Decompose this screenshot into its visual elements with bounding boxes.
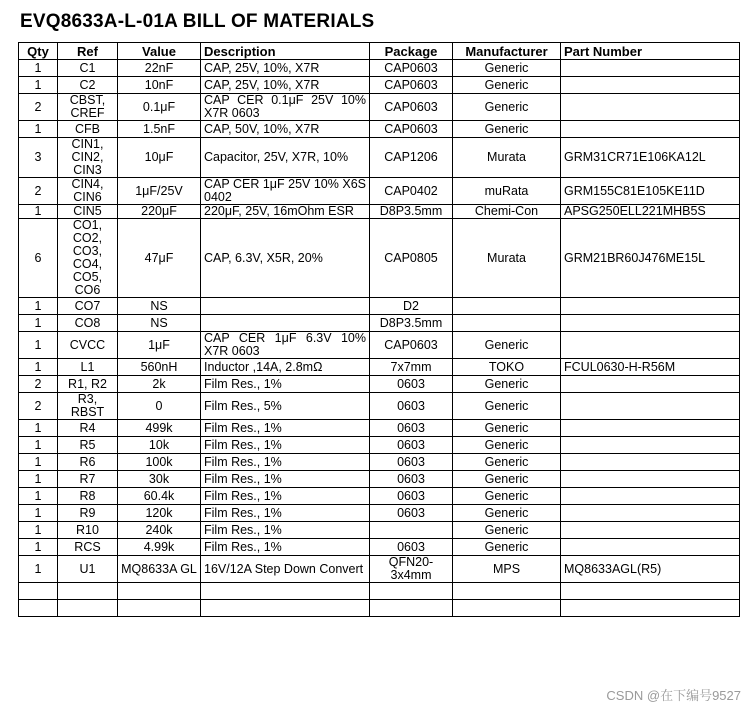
header-part-number: Part Number [561,43,740,60]
cell-value: 22nF [118,60,201,77]
table-row [19,471,740,488]
cell-manufacturer [453,315,561,332]
cell-qty: 1 [19,332,58,359]
cell-part-number [561,121,740,138]
cell-description: CAP, 6.3V, X5R, 20% [201,219,370,298]
cell-value: 1.5nF [118,121,201,138]
table-row [19,178,740,205]
cell-value: 560nH [118,359,201,376]
cell-description [201,298,370,315]
table-row [19,556,740,583]
cell-part-number [561,332,740,359]
cell-qty: 2 [19,376,58,393]
cell-ref: C1 [58,60,118,77]
cell-qty: 1 [19,420,58,437]
cell-manufacturer: Generic [453,332,561,359]
cell-value: 30k [118,471,201,488]
cell-value: 1μF/25V [118,178,201,205]
cell-ref: CIN1, CIN2, CIN3 [58,138,118,178]
header-value: Value [118,43,201,60]
cell-value: 100k [118,454,201,471]
cell-description: Film Res., 1% [201,471,370,488]
cell-ref: CO8 [58,315,118,332]
cell-qty: 1 [19,60,58,77]
cell-ref: R9 [58,505,118,522]
table-row [19,539,740,556]
cell-ref: R1, R2 [58,376,118,393]
table-row [19,332,740,359]
cell-package: 7x7mm [370,359,453,376]
cell-package: 0603 [370,454,453,471]
cell-part-number [561,298,740,315]
cell-part-number [561,522,740,539]
cell-description: Film Res., 1% [201,420,370,437]
cell-part-number [561,471,740,488]
cell-qty: 2 [19,94,58,121]
cell-qty: 1 [19,437,58,454]
cell-package [370,522,453,539]
cell-value: 2k [118,376,201,393]
cell-part-number: GRM31CR71E106KA12L [561,138,740,178]
cell-package: 0603 [370,505,453,522]
cell-part-number [561,505,740,522]
empty-cell [561,583,740,600]
cell-ref: R7 [58,471,118,488]
cell-package: D8P3.5mm [370,205,453,219]
cell-part-number [561,376,740,393]
cell-package: 0603 [370,420,453,437]
cell-description: CAP CER 1μF 25V 10% X6S 0402 [201,178,370,205]
cell-qty: 1 [19,77,58,94]
table-row [19,205,740,219]
cell-part-number: MQ8633AGL(R5) [561,556,740,583]
empty-cell [58,583,118,600]
cell-qty: 1 [19,539,58,556]
cell-value: 120k [118,505,201,522]
table-row [19,219,740,298]
header-row [19,43,740,60]
cell-value: 240k [118,522,201,539]
watermark: CSDN @在下编号9527 [606,688,741,703]
cell-ref: CIN4, CIN6 [58,178,118,205]
cell-description: 16V/12A Step Down Convert [201,556,370,583]
cell-manufacturer: Generic [453,121,561,138]
cell-ref: R6 [58,454,118,471]
cell-value: 1μF [118,332,201,359]
cell-value: 10k [118,437,201,454]
cell-package: CAP0603 [370,332,453,359]
cell-manufacturer: Generic [453,60,561,77]
cell-qty: 1 [19,298,58,315]
cell-manufacturer: Generic [453,454,561,471]
cell-package: 0603 [370,539,453,556]
cell-package: CAP0603 [370,121,453,138]
cell-package: D2 [370,298,453,315]
header-description: Description [201,43,370,60]
empty-cell [19,583,58,600]
table-row [19,94,740,121]
table-row [19,60,740,77]
cell-ref: CVCC [58,332,118,359]
cell-manufacturer: Generic [453,77,561,94]
cell-qty: 1 [19,471,58,488]
cell-description: Film Res., 1% [201,437,370,454]
cell-part-number [561,393,740,420]
cell-ref: R10 [58,522,118,539]
cell-ref: U1 [58,556,118,583]
cell-value: 0 [118,393,201,420]
cell-qty: 1 [19,556,58,583]
cell-qty: 1 [19,121,58,138]
cell-part-number [561,94,740,121]
cell-part-number [561,420,740,437]
cell-package: 0603 [370,437,453,454]
cell-manufacturer: Murata [453,219,561,298]
cell-manufacturer: Generic [453,471,561,488]
empty-row [19,583,740,600]
cell-manufacturer: MPS [453,556,561,583]
cell-value: NS [118,298,201,315]
cell-package: 0603 [370,376,453,393]
empty-cell [58,600,118,617]
cell-manufacturer: Murata [453,138,561,178]
empty-cell [201,583,370,600]
cell-manufacturer: Generic [453,94,561,121]
cell-manufacturer: TOKO [453,359,561,376]
cell-description: Film Res., 1% [201,522,370,539]
cell-value: 10μF [118,138,201,178]
cell-description: Film Res., 1% [201,505,370,522]
table-row [19,393,740,420]
empty-cell [453,600,561,617]
cell-description: CAP, 25V, 10%, X7R [201,77,370,94]
empty-cell [370,583,453,600]
table-row [19,298,740,315]
table-row [19,138,740,178]
cell-part-number [561,488,740,505]
cell-part-number [561,60,740,77]
cell-ref: R4 [58,420,118,437]
empty-cell [201,600,370,617]
cell-description: CAP, 25V, 10%, X7R [201,60,370,77]
cell-part-number [561,454,740,471]
cell-manufacturer: Generic [453,505,561,522]
bom-table [18,42,740,617]
cell-package: CAP0603 [370,77,453,94]
table-row [19,522,740,539]
header-package: Package [370,43,453,60]
empty-cell [370,600,453,617]
cell-part-number [561,539,740,556]
empty-cell [561,600,740,617]
cell-manufacturer: Generic [453,539,561,556]
cell-value: MQ8633A GL [118,556,201,583]
table-row [19,376,740,393]
cell-manufacturer [453,298,561,315]
cell-package: CAP0402 [370,178,453,205]
cell-description: Film Res., 1% [201,454,370,471]
header-ref: Ref [58,43,118,60]
cell-package: CAP1206 [370,138,453,178]
cell-part-number: GRM155C81E105KE11D [561,178,740,205]
table-row [19,454,740,471]
cell-qty: 2 [19,393,58,420]
cell-description: 220μF, 25V, 16mOhm ESR [201,205,370,219]
cell-description: Film Res., 1% [201,376,370,393]
table-row [19,420,740,437]
cell-manufacturer: Generic [453,393,561,420]
cell-description: Capacitor, 25V, X7R, 10% [201,138,370,178]
cell-ref: CO7 [58,298,118,315]
cell-value: NS [118,315,201,332]
cell-part-number: FCUL0630-H-R56M [561,359,740,376]
cell-description: Film Res., 1% [201,488,370,505]
cell-qty: 1 [19,454,58,471]
cell-value: 0.1μF [118,94,201,121]
cell-manufacturer: muRata [453,178,561,205]
cell-description [201,315,370,332]
cell-part-number [561,315,740,332]
empty-row [19,600,740,617]
cell-qty: 1 [19,488,58,505]
cell-description: CAP, 50V, 10%, X7R [201,121,370,138]
cell-package: CAP0805 [370,219,453,298]
cell-package: 0603 [370,471,453,488]
cell-ref: R5 [58,437,118,454]
cell-qty: 6 [19,219,58,298]
table-row [19,488,740,505]
empty-cell [118,600,201,617]
cell-manufacturer: Generic [453,488,561,505]
cell-value: 10nF [118,77,201,94]
cell-description: Film Res., 5% [201,393,370,420]
cell-manufacturer: Generic [453,420,561,437]
cell-ref: R8 [58,488,118,505]
cell-part-number [561,437,740,454]
cell-qty: 1 [19,359,58,376]
cell-description: Film Res., 1% [201,539,370,556]
cell-ref: CIN5 [58,205,118,219]
cell-manufacturer: Generic [453,376,561,393]
cell-package: CAP0603 [370,60,453,77]
header-qty: Qty [19,43,58,60]
header-manufacturer: Manufacturer [453,43,561,60]
cell-qty: 1 [19,315,58,332]
empty-cell [118,583,201,600]
cell-qty: 3 [19,138,58,178]
document-title: EVQ8633A-L-01A BILL OF MATERIALS [20,11,375,32]
empty-cell [19,600,58,617]
cell-ref: CO1, CO2, CO3, CO4, CO5, CO6 [58,219,118,298]
empty-cell [453,583,561,600]
bom-table-body [19,60,740,617]
cell-ref: RCS [58,539,118,556]
cell-package: 0603 [370,488,453,505]
table-row [19,315,740,332]
cell-qty: 1 [19,205,58,219]
cell-value: 220μF [118,205,201,219]
table-row [19,77,740,94]
cell-value: 4.99k [118,539,201,556]
cell-value: 499k [118,420,201,437]
cell-package: CAP0603 [370,94,453,121]
cell-qty: 1 [19,505,58,522]
cell-manufacturer: Generic [453,437,561,454]
table-row [19,437,740,454]
table-row [19,505,740,522]
cell-ref: CBST, CREF [58,94,118,121]
cell-value: 47μF [118,219,201,298]
cell-description: CAP CER 1μF 6.3V 10% X7R 0603 [201,332,370,359]
cell-ref: CFB [58,121,118,138]
cell-description: Inductor ,14A, 2.8mΩ [201,359,370,376]
cell-manufacturer: Chemi-Con [453,205,561,219]
cell-qty: 1 [19,522,58,539]
cell-manufacturer: Generic [453,522,561,539]
cell-ref: L1 [58,359,118,376]
cell-part-number [561,77,740,94]
cell-value: 60.4k [118,488,201,505]
table-row [19,359,740,376]
cell-package: QFN20-3x4mm [370,556,453,583]
cell-description: CAP CER 0.1μF 25V 10% X7R 0603 [201,94,370,121]
cell-package: D8P3.5mm [370,315,453,332]
cell-part-number: APSG250ELL221MHB5S [561,205,740,219]
table-row [19,121,740,138]
cell-part-number: GRM21BR60J476ME15L [561,219,740,298]
cell-ref: C2 [58,77,118,94]
cell-qty: 2 [19,178,58,205]
cell-package: 0603 [370,393,453,420]
cell-ref: R3, RBST [58,393,118,420]
